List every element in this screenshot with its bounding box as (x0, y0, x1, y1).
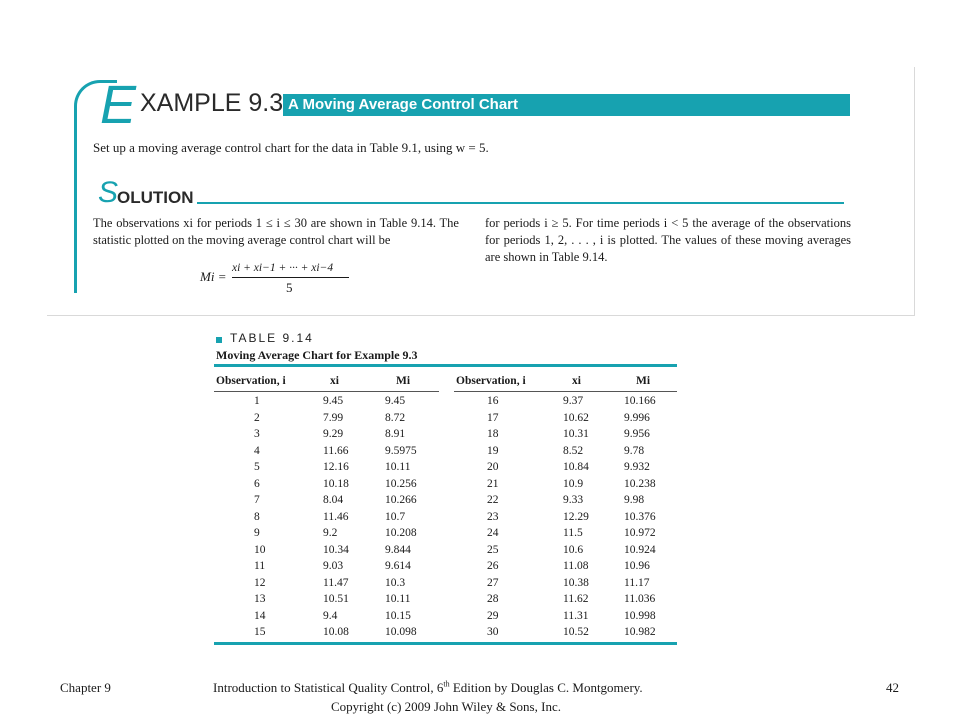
solution-text-left: The observations xi for periods 1 ≤ i ≤ 30 are shown in Table 9.14. The statistic plotted on the moving average control chart will be (93, 216, 459, 247)
table-row (0, 509, 960, 526)
table-cell: 26 (487, 560, 499, 572)
footer-edition-superscript: th (443, 679, 450, 689)
header-observation-1: Observation, i (216, 375, 286, 387)
table-cell: 8 (254, 510, 260, 523)
table-bottom-rule (214, 642, 677, 645)
table-cell: 10.3 (385, 576, 406, 589)
table-row (0, 608, 960, 625)
table-body (0, 393, 960, 641)
example-initial-letter: E (100, 75, 137, 135)
table-cell: 10.998 (624, 609, 656, 622)
table-cell: 22 (487, 494, 499, 506)
table-cell: 10.51 (323, 593, 349, 605)
table-cell: 23 (487, 510, 499, 523)
table-cell: 6 (254, 477, 260, 490)
table-cell: 10.31 (563, 428, 589, 440)
footer-book-title-start: Introduction to Statistical Quality Control, 6 (213, 680, 444, 695)
table-row (0, 525, 960, 542)
footer-copyright: Copyright (c) 2009 John Wiley & Sons, Inc. (331, 699, 561, 714)
table-cell: 16 (487, 395, 499, 407)
table-cell: 9.956 (624, 428, 650, 440)
table-cell: 9.03 (323, 560, 344, 572)
table-cell: 10.924 (624, 543, 656, 556)
table-cell: 12 (254, 576, 266, 589)
table-cell: 10.6 (563, 543, 584, 556)
table-cell: 11.66 (323, 444, 349, 457)
table-cell: 10.08 (323, 626, 349, 638)
header-mi-2: Mi (636, 375, 651, 387)
table-cell: 10.982 (624, 626, 656, 638)
table-cell: 8.72 (385, 411, 406, 424)
table-cell: 2 (254, 411, 260, 424)
table-cell: 9.996 (624, 411, 650, 424)
table-row (0, 624, 960, 641)
table-cell: 12.16 (323, 461, 349, 473)
table-row (0, 558, 960, 575)
table-cell: 8.04 (323, 494, 344, 506)
formula-lhs: Mi = (200, 269, 227, 284)
table-cell: 19 (487, 444, 499, 457)
table-cell: 20 (487, 461, 499, 473)
table-cell: 10.256 (385, 477, 417, 490)
table-cell: 11.17 (624, 576, 650, 589)
table-cell: 10.84 (563, 461, 589, 473)
table-cell: 11.47 (323, 576, 349, 589)
table-cell: 24 (487, 527, 499, 539)
formula-fraction-bar (232, 277, 349, 278)
solution-text-right: for periods i ≥ 5. For time periods i < 5 the average of the observations for periods 1, 2, . . . , i is plotted. The values of these moving averages are shown in Table 9.14. (485, 216, 851, 264)
table-cell: 11 (254, 560, 266, 572)
example-title: A Moving Average Control Chart (288, 96, 519, 113)
header-rule-left (214, 391, 439, 392)
table-cell: 10.972 (624, 527, 656, 539)
table-cell: 10.266 (385, 494, 417, 506)
table-cell: 3 (254, 428, 260, 440)
table-cell: 9.844 (385, 543, 411, 556)
table-cell: 21 (487, 477, 499, 490)
table-cell: 10.376 (624, 510, 656, 523)
table-cell: 10.11 (385, 593, 411, 605)
table-cell: 9.33 (563, 494, 584, 506)
table-cell: 10.7 (385, 510, 406, 523)
table-cell: 10.238 (624, 477, 656, 490)
table-cell: 10.166 (624, 395, 656, 407)
formula-numerator: xi + xi−1 + ··· + xi−4 (232, 262, 334, 274)
table-cell: 4 (254, 444, 260, 457)
problem-statement: Set up a moving average control chart for the data in Table 9.1, using w = 5. (93, 140, 489, 155)
table-cell: 14 (254, 609, 266, 622)
table-cell: 11.46 (323, 510, 349, 523)
header-mi-1: Mi (396, 375, 411, 387)
solution-heading: OLUTION (117, 188, 194, 207)
table-cell: 10.9 (563, 477, 584, 490)
table-cell: 9.932 (624, 461, 650, 473)
table-cell: 11.5 (563, 527, 583, 539)
table-cell: 9.78 (624, 444, 645, 457)
table-caption: Moving Average Chart for Example 9.3 (216, 348, 418, 362)
footer-chapter: Chapter 9 (60, 680, 111, 695)
table-cell: 9.614 (385, 560, 411, 572)
table-row (0, 476, 960, 493)
table-cell: 8.52 (563, 444, 584, 457)
table-cell: 9.45 (323, 395, 344, 407)
table-cell: 29 (487, 609, 499, 622)
table-row (0, 443, 960, 460)
table-cell: 13 (254, 593, 266, 605)
table-cell: 9.98 (624, 494, 645, 506)
solution-initial-letter: S (98, 176, 119, 209)
moving-average-formula (200, 262, 360, 296)
table-row (0, 591, 960, 608)
table-cell: 10.208 (385, 527, 417, 539)
table-row (0, 393, 960, 410)
header-rule-right (454, 391, 677, 392)
header-observation-2: Observation, i (456, 375, 526, 387)
table-cell: 9.4 (323, 609, 338, 622)
table-cell: 15 (254, 626, 266, 638)
table-cell: 10.15 (385, 609, 411, 622)
table-cell: 1 (254, 395, 260, 407)
footer-book-title (213, 680, 643, 696)
table-cell: 25 (487, 543, 499, 556)
footer-book-title-end: Edition by Douglas C. Montgomery. (449, 680, 643, 695)
header-xi-2: xi (572, 375, 581, 387)
table-cell: 11.036 (624, 593, 656, 605)
table-row (0, 492, 960, 509)
table-cell: 9.45 (385, 395, 406, 407)
table-cell: 10.11 (385, 461, 411, 473)
table-cell: 10.098 (385, 626, 417, 638)
table-cell: 10.34 (323, 543, 349, 556)
table-cell: 9 (254, 527, 260, 539)
table-cell: 10.38 (563, 576, 589, 589)
table-cell: 10.52 (563, 626, 589, 638)
table-cell: 28 (487, 593, 499, 605)
table-cell: 11.62 (563, 593, 589, 605)
table-cell: 7 (254, 494, 260, 506)
example-heading: XAMPLE 9.3 (140, 89, 284, 117)
table-cell: 11.08 (563, 560, 589, 572)
table-row (0, 426, 960, 443)
table-row (0, 410, 960, 427)
table-cell: 11.31 (563, 609, 589, 622)
solution-rule (197, 202, 844, 204)
table-cell: 5 (254, 461, 260, 473)
table-cell: 30 (487, 626, 499, 638)
table-cell: 10.96 (624, 560, 650, 572)
formula-denominator: 5 (286, 280, 293, 295)
table-cell: 9.29 (323, 428, 344, 440)
header-xi-1: xi (330, 375, 339, 387)
table-label: TABLE 9.14 (230, 331, 314, 345)
table-row (0, 459, 960, 476)
table-cell: 12.29 (563, 510, 589, 523)
table-cell: 17 (487, 411, 499, 424)
table-row (0, 575, 960, 592)
footer-page-number: 42 (886, 680, 899, 695)
table-cell: 9.5975 (385, 444, 417, 457)
table-cell: 10.62 (563, 411, 589, 424)
table-cell: 10.18 (323, 477, 349, 490)
table-row (0, 542, 960, 559)
table-top-rule (214, 364, 677, 367)
table-cell: 27 (487, 576, 499, 589)
table-cell: 10 (254, 543, 266, 556)
table-cell: 18 (487, 428, 499, 440)
table-marker-icon (216, 337, 222, 343)
table-cell: 8.91 (385, 428, 406, 440)
table-cell: 7.99 (323, 411, 344, 424)
table-cell: 9.37 (563, 395, 584, 407)
table-cell: 9.2 (323, 527, 338, 539)
